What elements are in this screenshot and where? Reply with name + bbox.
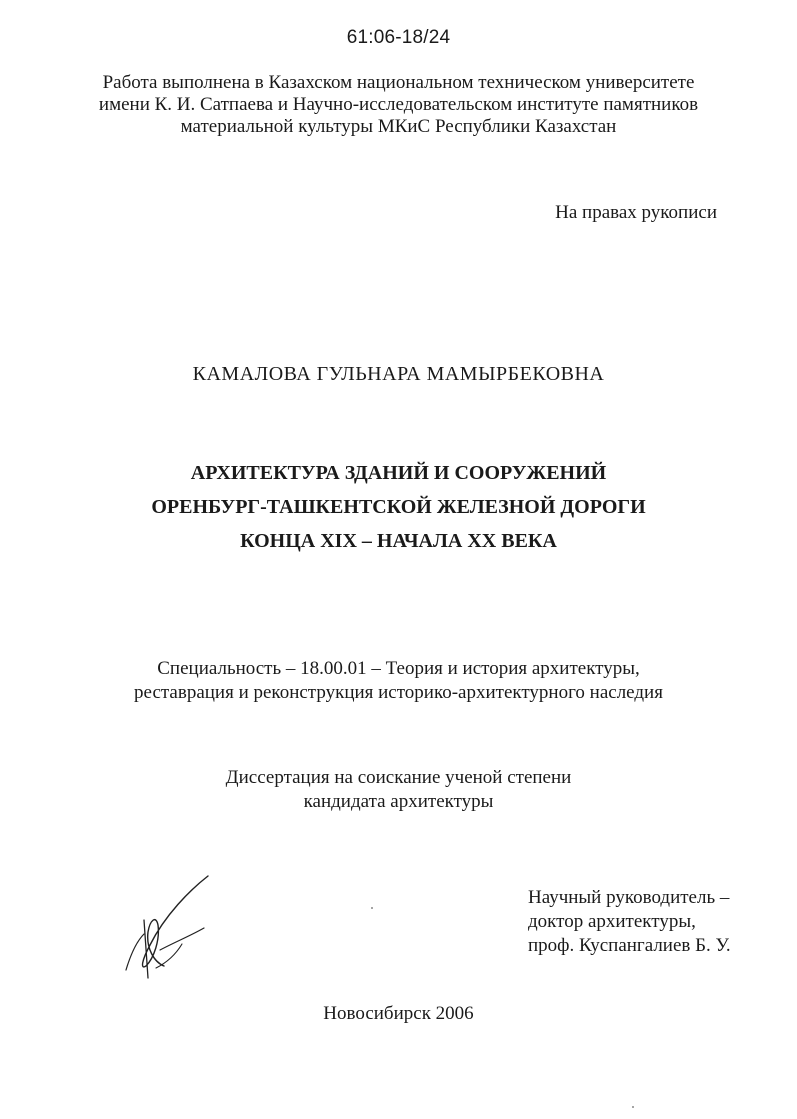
scan-speck — [632, 1106, 634, 1108]
scan-speck — [371, 907, 373, 909]
degree-line: Диссертация на соискание ученой степени — [225, 767, 572, 788]
city-year: Новосибирск 2006 — [323, 1003, 474, 1024]
affiliation-line: имени К. И. Сатпаева и Научно-исследовательском институте памятников — [98, 94, 699, 115]
archive-stamp: 61:06-18/24 — [346, 27, 451, 48]
specialty-line: Специальность – 18.00.01 – Теория и история архитектуры, — [157, 658, 640, 679]
specialty-line: реставрация и реконструкция историко-архитектурного наследия — [134, 682, 663, 703]
supervisor-block — [528, 886, 731, 958]
affiliation-block — [0, 72, 797, 138]
supervisor-line: доктор архитектуры, — [528, 911, 696, 932]
affiliation-line: Работа выполнена в Казахском национальном техническом университете — [102, 72, 695, 93]
title-line: КОНЦА XIX – НАЧАЛА XX ВЕКА — [240, 530, 557, 552]
specialty-block — [0, 657, 797, 705]
supervisor-line: Научный руководитель – — [528, 887, 730, 908]
supervisor-line: проф. Куспангалиев Б. У. — [528, 935, 731, 956]
degree-block — [0, 766, 797, 814]
author-name: КАМАЛОВА ГУЛЬНАРА МАМЫРБЕКОВНА — [192, 363, 605, 385]
title-line: ОРЕНБУРГ-ТАШКЕНТСКОЙ ЖЕЛЕЗНОЙ ДОРОГИ — [151, 496, 646, 518]
manuscript-rights-note: На правах рукописи — [555, 202, 717, 223]
signature-icon — [120, 870, 220, 980]
dissertation-title — [0, 456, 797, 558]
degree-line: кандидата архитектуры — [303, 791, 494, 812]
affiliation-line: материальной культуры МКиС Республики Казахстан — [180, 116, 617, 137]
title-line: АРХИТЕКТУРА ЗДАНИЙ И СООРУЖЕНИЙ — [190, 462, 607, 484]
